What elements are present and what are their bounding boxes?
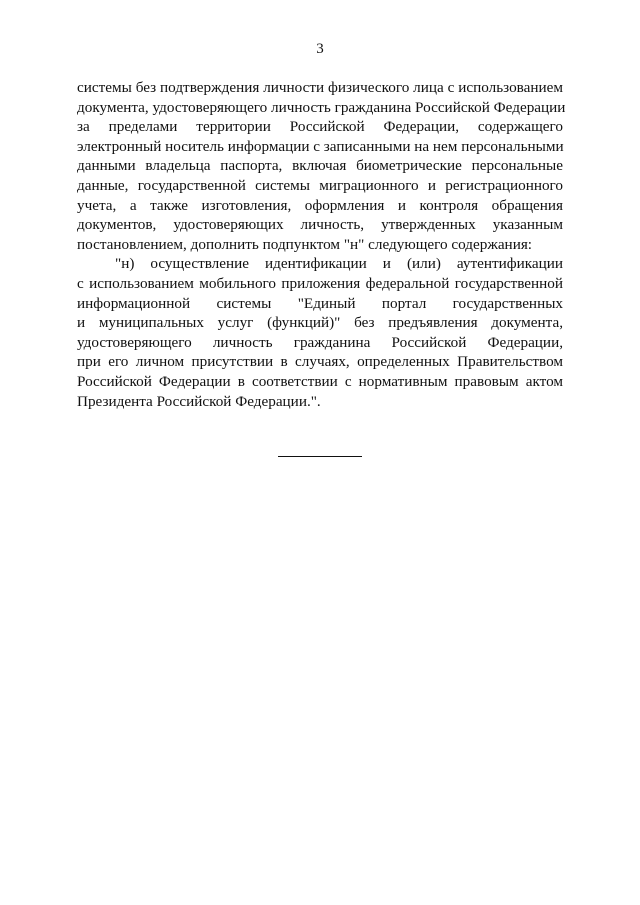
text-line: удостоверяющего личность гражданина Российской Федерации, bbox=[77, 333, 563, 351]
text-line: данными владельца паспорта, включая биометрические персональные bbox=[77, 157, 563, 175]
paragraph-subitem-n bbox=[77, 254, 563, 411]
paragraph-amendment-intro bbox=[77, 78, 566, 254]
text-line: Российской Федерации в соответствии с нормативным правовым актом bbox=[77, 372, 563, 390]
text-line: "н) осуществление идентификации и (или) аутентификации bbox=[115, 255, 563, 273]
text-line: постановлением, дополнить подпунктом "н" следующего содержания: bbox=[77, 235, 533, 253]
text-line: документа, удостоверяющего личность гражданина Российской Федерации bbox=[77, 98, 566, 116]
text-line: при его личном присутствии в случаях, определенных Правительством bbox=[77, 353, 563, 371]
text-line: системы без подтверждения личности физического лица с использованием bbox=[77, 79, 563, 96]
text-line: и муниципальных услуг (функций)" без предъявления документа, bbox=[77, 314, 563, 332]
text-line: Президента Российской Федерации.". bbox=[77, 392, 321, 410]
text-line: информационной системы "Единый портал государственных bbox=[77, 294, 563, 312]
page-number: 3 bbox=[316, 41, 324, 57]
text-line: за пределами территории Российской Федерации, содержащего bbox=[77, 118, 563, 136]
text-line: с использованием мобильного приложения федеральной государственной bbox=[77, 274, 563, 292]
document-body bbox=[77, 78, 566, 411]
text-line: документов, удостоверяющих личность, утвержденных указанным bbox=[77, 216, 563, 234]
text-line: данные, государственной системы миграционного и регистрационного bbox=[77, 176, 563, 194]
end-separator-line bbox=[278, 456, 362, 457]
text-line: учета, а также изготовления, оформления и контроля обращения bbox=[77, 196, 563, 214]
text-line: электронный носитель информации с записанными на нем персональными bbox=[77, 137, 564, 155]
